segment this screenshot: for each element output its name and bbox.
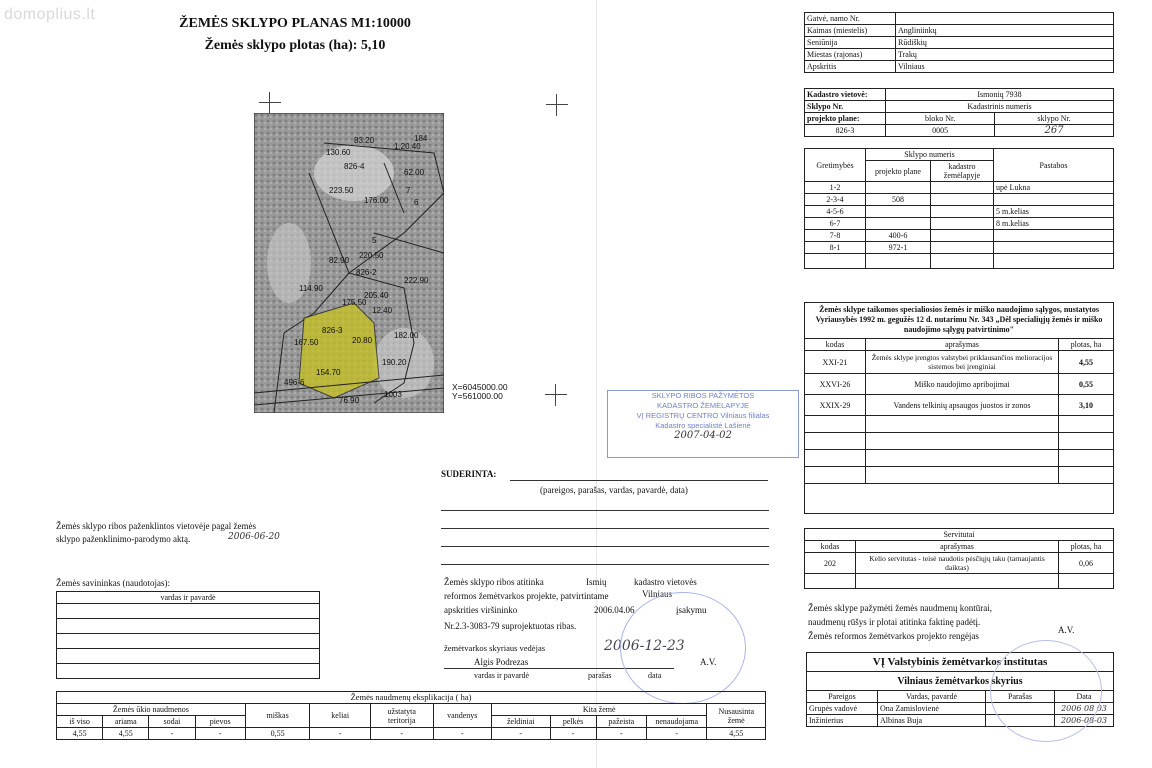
table-row <box>805 218 1114 230</box>
cell <box>866 206 931 218</box>
map-label: 6 <box>414 198 419 207</box>
cell <box>931 230 994 242</box>
conformity-l2b: Vilniaus <box>642 589 672 599</box>
sodai-header: sodai <box>149 716 195 728</box>
cell: XXI-21 <box>805 351 866 374</box>
location-table <box>804 12 1114 73</box>
cell: Albinas Buja <box>878 715 986 727</box>
location-value: Vilniaus <box>896 61 1114 73</box>
marked-line1: Žemės sklypo ribos paženklintos vietovėje pagal žemės <box>56 521 256 531</box>
nenaudojama-header: nenaudojama <box>646 716 707 728</box>
map-label: 175.50 <box>342 298 367 307</box>
explication-title: Žemės naudmenų eksplikacija ( ha) <box>57 692 766 704</box>
cell: XXVI-26 <box>805 374 866 395</box>
cell: Žemės sklype įrengtos valstybei priklausančios melioracijos sistemos bei įrenginiai <box>866 351 1059 374</box>
conformity-l5: žemėtvarkos skyriaus vedėjas <box>444 643 546 653</box>
round-seal <box>990 640 1102 742</box>
vandenys-header: vandenys <box>433 704 491 728</box>
kadastrinis-label: Kadastrinis numeris <box>886 101 1114 113</box>
location-label: Miestas (rajonas) <box>805 49 896 61</box>
bloko-label: bloko Nr. <box>886 113 995 125</box>
marked-line2: sklypo paženklinimo-parodymo aktą. <box>56 534 191 544</box>
map-label: 167.50 <box>294 338 319 347</box>
cell: 400-6 <box>866 230 931 242</box>
map-label: 182.00 <box>394 331 419 340</box>
map-label: 7 <box>406 186 411 195</box>
suderinta-line <box>510 480 768 481</box>
map-label: 826-2 <box>356 268 377 277</box>
cell <box>931 218 994 230</box>
pastabos-header: Pastabos <box>994 149 1114 182</box>
cell: 4-5-6 <box>805 206 866 218</box>
cadastre-vietove-label: Kadastro vietovė: <box>805 89 886 101</box>
conformity-l3a: apskrities viršininko <box>444 605 518 615</box>
cell: Miško naudojimo apribojimai <box>866 374 1059 395</box>
marked-date: 2006-06-20 <box>228 532 280 542</box>
table-row <box>805 13 1114 25</box>
map-label: 223.50 <box>329 186 354 195</box>
cell: 972-1 <box>866 242 931 254</box>
map-label: 83.20 <box>354 136 375 145</box>
location-label: Apskritis <box>805 61 896 73</box>
cell <box>931 194 994 206</box>
bloko-value: 0005 <box>886 125 995 137</box>
suderinta-label: SUDERINTA: <box>441 469 497 479</box>
cell: - <box>370 728 433 740</box>
table-row <box>805 37 1114 49</box>
cell: 6-7 <box>805 218 866 230</box>
map-label: 222.90 <box>404 276 429 285</box>
cell: 2006-08-03 <box>1055 715 1114 727</box>
cell <box>931 242 994 254</box>
round-seal <box>620 592 746 704</box>
cell: 8-1 <box>805 242 866 254</box>
kodas-header: kodas <box>805 339 866 351</box>
sklypo-label: sklypo Nr. <box>995 113 1114 125</box>
plotas-header: plotas, ha <box>1059 339 1114 351</box>
vardas-header: Vardas, pavardė <box>878 691 986 703</box>
map-label: 62.00 <box>404 168 425 177</box>
cell: Inžinierius <box>807 715 878 727</box>
zeldiniai-header: želdiniai <box>492 716 550 728</box>
suderinta-fields: (pareigos, parašas, vardas, pavardė, data) <box>540 485 688 495</box>
cell <box>931 182 994 194</box>
miskas-header: miškas <box>245 704 310 728</box>
stamp-line: Kadastro specialistė Lašienė <box>655 421 751 430</box>
data-header: Data <box>1055 691 1114 703</box>
av-mark: A.V. <box>700 657 717 667</box>
map-label: 5 <box>372 236 377 245</box>
cell: Kelio servitutas - teisė naudotis pėsčiųjų taku (tarnaujantis daiktas) <box>856 553 1059 574</box>
blank-line <box>441 528 769 529</box>
location-value: Angliniinkų <box>896 25 1114 37</box>
conformity-l1a: Žemės sklypo ribos atitinka <box>444 577 544 587</box>
neighbors-table <box>804 148 1114 269</box>
sub-vardas: vardas ir pavardė <box>474 671 530 680</box>
gretimybes-header: Gretimybės <box>805 149 866 182</box>
conformity-l3b: 2006.04.06 <box>594 605 635 615</box>
cell <box>994 230 1114 242</box>
cell: 0,55 <box>1059 374 1114 395</box>
note-av: A.V. <box>1058 625 1075 635</box>
is-viso-header: iš viso <box>57 716 103 728</box>
map-label: 826-3 <box>322 326 343 335</box>
conformity-l4: Nr.2.3-3083-79 suprojektuotas ribas. <box>444 621 577 631</box>
aprasymas-header: aprašymas <box>866 339 1059 351</box>
location-label: Gatvė, namo Nr. <box>805 13 896 25</box>
cell: 4,55 <box>57 728 103 740</box>
pelkes-header: pelkės <box>550 716 596 728</box>
kita-header: Kita žemė <box>492 704 707 716</box>
cell: - <box>550 728 596 740</box>
watermark: domoplius.lt <box>4 6 96 23</box>
sklypo-nr-label: Sklypo Nr. <box>805 101 886 113</box>
table-row <box>57 728 766 740</box>
cell: upė Lukna <box>994 182 1114 194</box>
conformity-l2a: reformos žemėtvarkos projekte, patvirtintame <box>444 591 609 601</box>
map-label: 154.70 <box>316 368 341 377</box>
cell: Vandens telkinių apsaugos juostos ir zonos <box>866 395 1059 416</box>
cadastre-vietove-value: Ismonių 7938 <box>886 89 1114 101</box>
stamp-line: KADASTRO ŽEMĖLAPYJE <box>656 401 750 410</box>
keliai-header: keliai <box>310 704 371 728</box>
owner-table <box>56 591 320 679</box>
stamp-date: 2007-04-02 <box>674 430 732 441</box>
ukio-header: Žemės ūkio naudmenos <box>57 704 246 716</box>
conformity-l1b: Ismių <box>586 577 607 587</box>
cell <box>866 182 931 194</box>
institute-name: VĮ Valstybinis žemėtvarkos institutas <box>807 653 1114 672</box>
uzstatyta-header: užstatyta teritorija <box>370 704 433 728</box>
pazeista-header: pažeista <box>596 716 646 728</box>
cell: - <box>433 728 491 740</box>
blank-line <box>441 510 769 511</box>
note-line3: Žemės reformos žemėtvarkos projekto rengėjas <box>808 631 979 641</box>
map-label: 114.90 <box>299 284 323 293</box>
map-label: 82.90 <box>329 256 350 265</box>
coord-x: X=6045000.00 <box>452 382 508 392</box>
cell: 0,55 <box>245 728 310 740</box>
plotas-header: plotas, ha <box>1059 541 1114 553</box>
map-label: 12.40 <box>372 306 393 315</box>
explication-table <box>56 691 766 740</box>
location-label: Seniūnija <box>805 37 896 49</box>
table-row <box>805 254 1114 269</box>
table-row <box>805 351 1114 374</box>
map-label: 496-6 <box>284 378 305 387</box>
registry-stamp <box>607 390 799 458</box>
aprasymas-header: aprašymas <box>856 541 1059 553</box>
sklypo-value: 267 <box>995 125 1114 137</box>
table-row <box>805 395 1114 416</box>
cell: 0,06 <box>1059 553 1114 574</box>
pievos-header: pievos <box>195 716 245 728</box>
cell: 3,10 <box>1059 395 1114 416</box>
cell: Ona Zamislovienė <box>878 703 986 715</box>
map-label: 130.60 <box>326 148 351 157</box>
projekto-plane-label: projekto plane: <box>805 113 886 125</box>
servitudes-table <box>804 528 1114 589</box>
note-line1: Žemės sklype pažymėti žemės naudmenų kontūrai, <box>808 603 992 613</box>
stamp-line: SKLYPO RIBOS PAŽYMĖTOS <box>651 391 755 400</box>
cell: Grupės vadovė <box>807 703 878 715</box>
cell: 202 <box>805 553 856 574</box>
table-row <box>805 242 1114 254</box>
ariama-header: ariama <box>103 716 149 728</box>
table-row <box>805 230 1114 242</box>
page-fold <box>596 0 597 768</box>
cell: 8 m.kelias <box>994 218 1114 230</box>
map-label: 220.50 <box>359 251 384 260</box>
table-row <box>805 61 1114 73</box>
table-row <box>805 182 1114 194</box>
blank-line <box>441 564 769 565</box>
cell <box>994 242 1114 254</box>
institute-dept: Vilniaus žemėtvarkos skyrius <box>807 672 1114 691</box>
cell: - <box>596 728 646 740</box>
plot-map <box>254 113 444 413</box>
cell: - <box>646 728 707 740</box>
conformity-l1c: kadastro vietovės <box>634 577 697 587</box>
crosshair-mark <box>259 92 281 114</box>
map-label: 190.20 <box>382 358 407 367</box>
map-label: 20.80 <box>352 336 373 345</box>
sub-data: data <box>648 671 662 680</box>
cell: 4,55 <box>707 728 766 740</box>
map-label: 76.90 <box>339 396 360 405</box>
pareigos-header: Pareigos <box>807 691 878 703</box>
crosshair-mark <box>545 384 567 406</box>
map-label: 1003 <box>384 390 402 399</box>
projekto-header: projekto plane <box>866 161 931 182</box>
table-row <box>805 206 1114 218</box>
location-value: Rūdiškių <box>896 37 1114 49</box>
sklypo-numeris-header: Sklypo numeris <box>866 149 994 161</box>
cell: 5 m.kelias <box>994 206 1114 218</box>
conformity-l3c: įsakymu <box>676 605 707 615</box>
kadastro-header: kadastro žemėlapyje <box>931 161 994 182</box>
location-value: Trakų <box>896 49 1114 61</box>
cell: 4,55 <box>103 728 149 740</box>
table-row <box>805 25 1114 37</box>
cell <box>931 206 994 218</box>
location-value <box>896 13 1114 25</box>
blank-line <box>441 546 769 547</box>
owner-col-header: vardas ir pavardė <box>57 592 320 604</box>
table-row <box>805 553 1114 574</box>
note-line2: naudmenų rūšys ir plotai atitinka faktinę padėtį. <box>808 617 981 627</box>
cadastre-table <box>804 88 1114 137</box>
cell: XXIX-29 <box>805 395 866 416</box>
table-row <box>805 194 1114 206</box>
parasas-header: Parašas <box>986 691 1055 703</box>
plan-title: ŽEMĖS SKLYPO PLANAS M1:10000 <box>179 16 411 31</box>
map-label: 1.20.40 <box>394 142 421 151</box>
servitudes-title: Servitutai <box>805 529 1114 541</box>
special-intro: Žemės sklype taikomos specialiosios žemės ir miško naudojimo sąlygos, nustatytos Vyriausybės 1992 m. gegužės 12 d. nutarimu Nr. 343 „Dėl specialiųjų žemės ir miško naudojimo sąlygų patvirtinimo" <box>815 305 1103 334</box>
cell: - <box>310 728 371 740</box>
crosshair-mark <box>546 94 568 116</box>
table-row <box>805 49 1114 61</box>
cell: 508 <box>866 194 931 206</box>
map-label: 205.40 <box>364 291 389 300</box>
plot-area-title: Žemės sklypo plotas (ha): 5,10 <box>204 38 386 53</box>
cell: - <box>149 728 195 740</box>
coord-y: Y=561000.00 <box>452 391 503 401</box>
location-label: Kaimas (miestelis) <box>805 25 896 37</box>
cell: 2006 08 03 <box>1055 703 1114 715</box>
cell: 4,55 <box>1059 351 1114 374</box>
nusausinta-header: Nusausinta žemė <box>707 704 766 728</box>
map-label: 184 <box>414 134 428 143</box>
kodas-header: kodas <box>805 541 856 553</box>
signature-date: 2006-12-23 <box>604 638 685 654</box>
map-label: 826-4 <box>344 162 365 171</box>
cell <box>994 194 1114 206</box>
cell: 1-2 <box>805 182 866 194</box>
cell <box>866 218 931 230</box>
cell: 2-3-4 <box>805 194 866 206</box>
map-label: 176.00 <box>364 196 389 205</box>
projekto-value: 826-3 <box>805 125 886 137</box>
sub-parasas: parašas <box>588 671 612 680</box>
cell: - <box>195 728 245 740</box>
head-name: Algis Podrezas <box>474 657 529 667</box>
owner-title: Žemės savininkas (naudotojas): <box>56 578 170 588</box>
stamp-line: VĮ REGISTRŲ CENTRO Vilniaus filialas <box>636 411 770 420</box>
cell: - <box>492 728 550 740</box>
table-row <box>805 374 1114 395</box>
cell: 7-8 <box>805 230 866 242</box>
special-table <box>804 338 1114 484</box>
